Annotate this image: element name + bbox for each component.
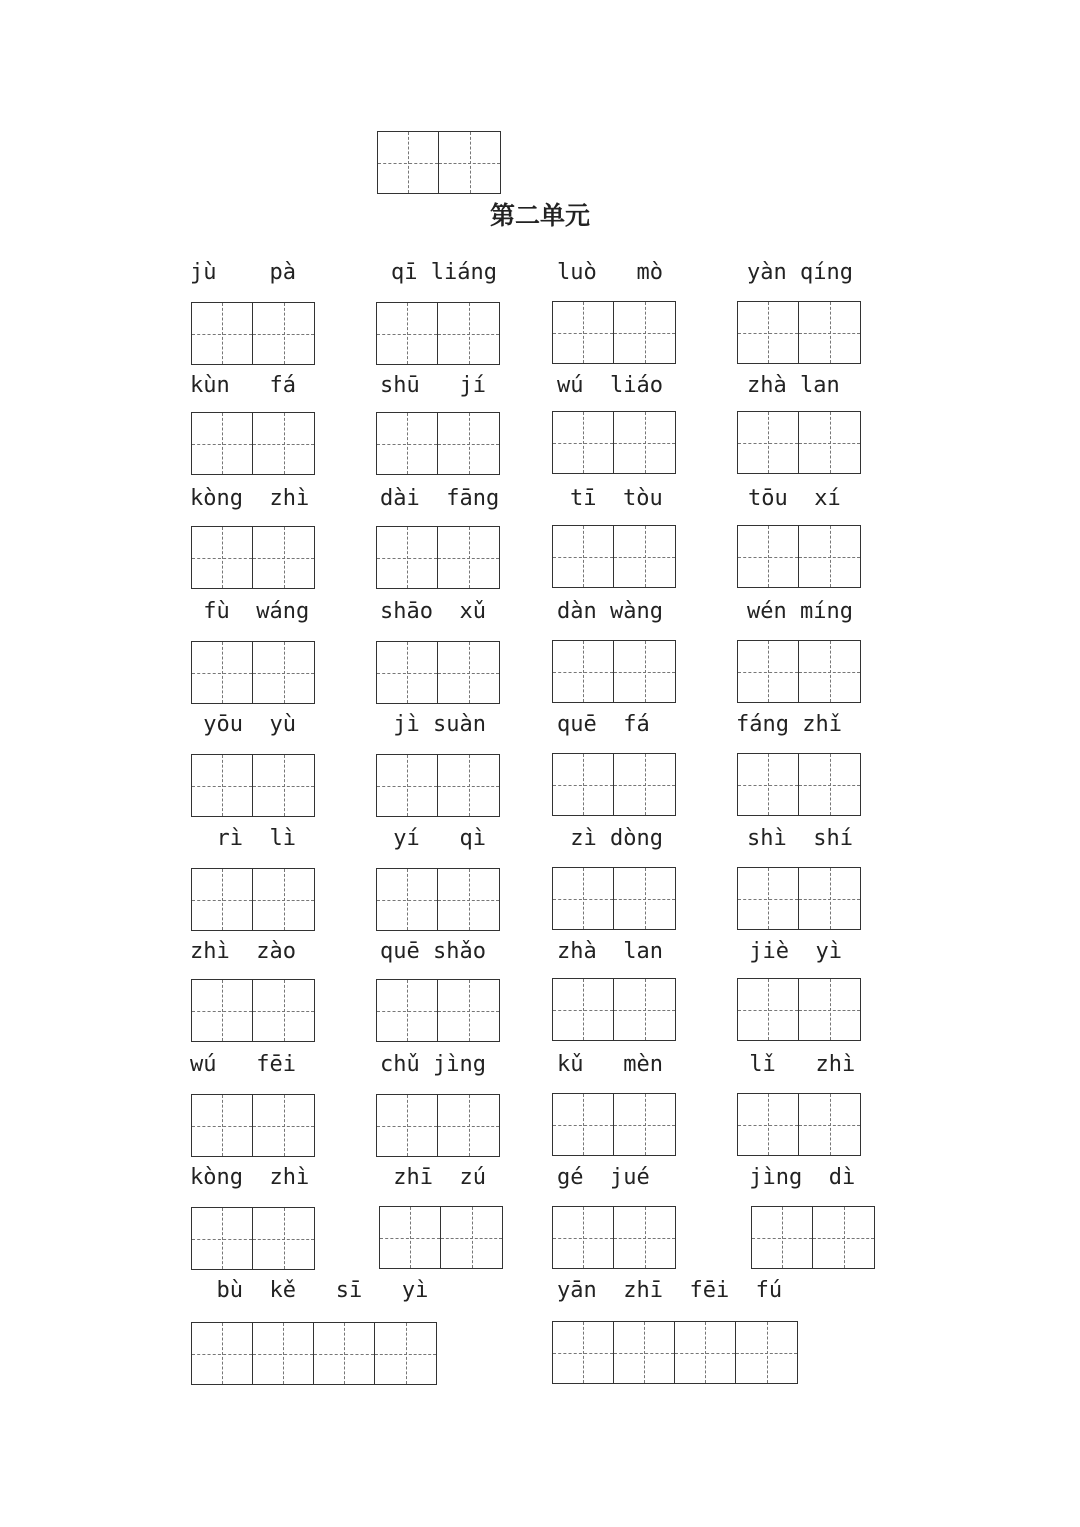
writing-cell [377, 527, 438, 588]
writing-cell [192, 980, 253, 1041]
pinyin-label: shāo xǔ [380, 599, 486, 624]
writing-cell [614, 754, 675, 815]
writing-grid [737, 867, 861, 930]
writing-cell [192, 869, 253, 930]
idiom-writing-grid [552, 1321, 798, 1384]
writing-cell [553, 1094, 614, 1155]
pinyin-label: lǐ zhì [736, 1052, 856, 1077]
writing-cell [438, 527, 499, 588]
writing-cell [736, 1322, 797, 1383]
writing-cell [253, 642, 314, 703]
writing-cell [799, 1094, 860, 1155]
writing-cell [377, 413, 438, 474]
writing-cell [192, 527, 253, 588]
writing-grid [191, 412, 315, 475]
writing-cell [738, 1094, 799, 1155]
writing-grid [191, 1207, 315, 1270]
writing-grid [737, 978, 861, 1041]
pinyin-label: quē shǎo [380, 939, 486, 964]
pinyin-label: yàn qíng [747, 260, 853, 285]
writing-cell [377, 980, 438, 1041]
pinyin-label: zhī zú [380, 1165, 486, 1190]
writing-cell [614, 302, 675, 363]
writing-cell [192, 303, 253, 364]
writing-cell [738, 302, 799, 363]
writing-cell [738, 412, 799, 473]
writing-cell [192, 413, 253, 474]
writing-grid [191, 1094, 315, 1157]
writing-cell [799, 754, 860, 815]
writing-grid [191, 526, 315, 589]
writing-cell [738, 754, 799, 815]
pinyin-label: jiè yì [736, 939, 842, 964]
writing-cell [438, 413, 499, 474]
writing-cell [799, 412, 860, 473]
writing-cell [553, 526, 614, 587]
writing-cell [253, 303, 314, 364]
writing-cell [253, 527, 314, 588]
pinyin-label: shū jí [380, 373, 486, 398]
pinyin-label: shì shí [747, 826, 853, 851]
writing-cell [553, 754, 614, 815]
writing-grid [737, 301, 861, 364]
pinyin-label: yōu yù [190, 712, 296, 737]
pinyin-label: qī liáng [391, 260, 497, 285]
writing-grid [552, 640, 676, 703]
writing-cell [799, 868, 860, 929]
writing-cell [253, 869, 314, 930]
writing-cell [438, 869, 499, 930]
writing-grid [552, 411, 676, 474]
pinyin-label: kòng zhì [190, 486, 310, 511]
writing-grid [191, 979, 315, 1042]
pinyin-label: fù wáng [190, 599, 310, 624]
writing-grid [552, 1093, 676, 1156]
writing-grid [191, 754, 315, 817]
writing-grid [376, 641, 500, 704]
writing-cell [380, 1207, 441, 1268]
writing-cell [438, 303, 499, 364]
writing-cell [614, 1322, 675, 1383]
writing-cell [799, 979, 860, 1040]
idiom-pinyin-label: bù kě sī yì [190, 1278, 429, 1303]
pinyin-label: kòng zhì [190, 1165, 310, 1190]
pinyin-label: wú fēi [190, 1052, 296, 1077]
writing-cell [377, 303, 438, 364]
unit-title: 第二单元 [489, 201, 590, 230]
writing-cell [438, 980, 499, 1041]
pinyin-label: jì suàn [380, 712, 486, 737]
writing-cell [553, 302, 614, 363]
writing-grid [552, 753, 676, 816]
writing-grid [376, 412, 500, 475]
writing-cell [738, 526, 799, 587]
writing-cell [375, 1323, 436, 1384]
pinyin-label: jìng dì [736, 1165, 856, 1190]
writing-cell [553, 1322, 614, 1383]
writing-cell [192, 1095, 253, 1156]
writing-grid [552, 301, 676, 364]
pinyin-label: kǔ mèn [557, 1052, 663, 1077]
writing-cell [614, 979, 675, 1040]
idiom-writing-grid [191, 1322, 437, 1385]
writing-cell [752, 1207, 813, 1268]
writing-cell [799, 641, 860, 702]
pinyin-label: dài fāng [380, 486, 500, 511]
writing-grid [552, 1206, 676, 1269]
writing-grid [552, 978, 676, 1041]
writing-grid [376, 979, 500, 1042]
writing-grid [737, 640, 861, 703]
writing-cell [553, 1207, 614, 1268]
writing-cell [738, 979, 799, 1040]
writing-cell [192, 1208, 253, 1269]
writing-cell [439, 132, 500, 193]
writing-cell [614, 526, 675, 587]
writing-grid [737, 411, 861, 474]
pinyin-label: jù pà [190, 260, 296, 285]
writing-cell [253, 1095, 314, 1156]
writing-grid [376, 868, 500, 931]
writing-cell [377, 1095, 438, 1156]
writing-grid [376, 302, 500, 365]
pinyin-label: quē fá [557, 712, 650, 737]
writing-cell [614, 641, 675, 702]
pinyin-label: zì dòng [557, 826, 663, 851]
pinyin-label: zhì zào [190, 939, 296, 964]
pinyin-label: rì lì [190, 826, 296, 851]
writing-cell [614, 868, 675, 929]
writing-cell [553, 868, 614, 929]
writing-cell [738, 868, 799, 929]
writing-cell [438, 642, 499, 703]
writing-cell [192, 642, 253, 703]
pinyin-label: tōu xí [748, 486, 841, 511]
writing-cell [253, 980, 314, 1041]
writing-grid [552, 867, 676, 930]
writing-cell [799, 526, 860, 587]
pinyin-label: chǔ jìng [380, 1052, 486, 1077]
pinyin-label: zhà lan [747, 373, 840, 398]
writing-cell [438, 1095, 499, 1156]
writing-grid [737, 753, 861, 816]
writing-cell [192, 755, 253, 816]
writing-cell [614, 1094, 675, 1155]
writing-grid [379, 1206, 503, 1269]
pinyin-label: yí qì [380, 826, 486, 851]
writing-cell [553, 412, 614, 473]
idiom-pinyin-label: yān zhī fēi fú [557, 1278, 783, 1303]
writing-cell [192, 1323, 253, 1384]
writing-cell [738, 641, 799, 702]
header-grid [377, 131, 501, 194]
writing-cell [813, 1207, 874, 1268]
writing-cell [799, 302, 860, 363]
writing-grid [737, 525, 861, 588]
writing-cell [441, 1207, 502, 1268]
writing-cell [553, 979, 614, 1040]
writing-grid [191, 641, 315, 704]
writing-cell [378, 132, 439, 193]
pinyin-label: fáng zhǐ [736, 712, 842, 737]
pinyin-label: dàn wàng [557, 599, 663, 624]
writing-cell [253, 755, 314, 816]
writing-cell [614, 412, 675, 473]
writing-grid [376, 526, 500, 589]
writing-cell [253, 1323, 314, 1384]
pinyin-label: tī tòu [570, 486, 663, 511]
writing-grid [737, 1093, 861, 1156]
writing-grid [751, 1206, 875, 1269]
writing-cell [377, 869, 438, 930]
pinyin-label: kùn fá [190, 373, 296, 398]
writing-grid [376, 754, 500, 817]
writing-grid [552, 525, 676, 588]
writing-cell [438, 755, 499, 816]
writing-cell [253, 1208, 314, 1269]
writing-cell [253, 413, 314, 474]
writing-cell [614, 1207, 675, 1268]
writing-cell [675, 1322, 736, 1383]
pinyin-label: luò mò [557, 260, 663, 285]
writing-cell [314, 1323, 375, 1384]
pinyin-label: wén míng [747, 599, 853, 624]
writing-grid [191, 302, 315, 365]
pinyin-label: wú liáo [557, 373, 663, 398]
writing-cell [377, 642, 438, 703]
pinyin-label: zhà lan [557, 939, 663, 964]
writing-grid [191, 868, 315, 931]
writing-grid [376, 1094, 500, 1157]
writing-cell [377, 755, 438, 816]
writing-cell [553, 641, 614, 702]
pinyin-label: gé jué [557, 1165, 650, 1190]
